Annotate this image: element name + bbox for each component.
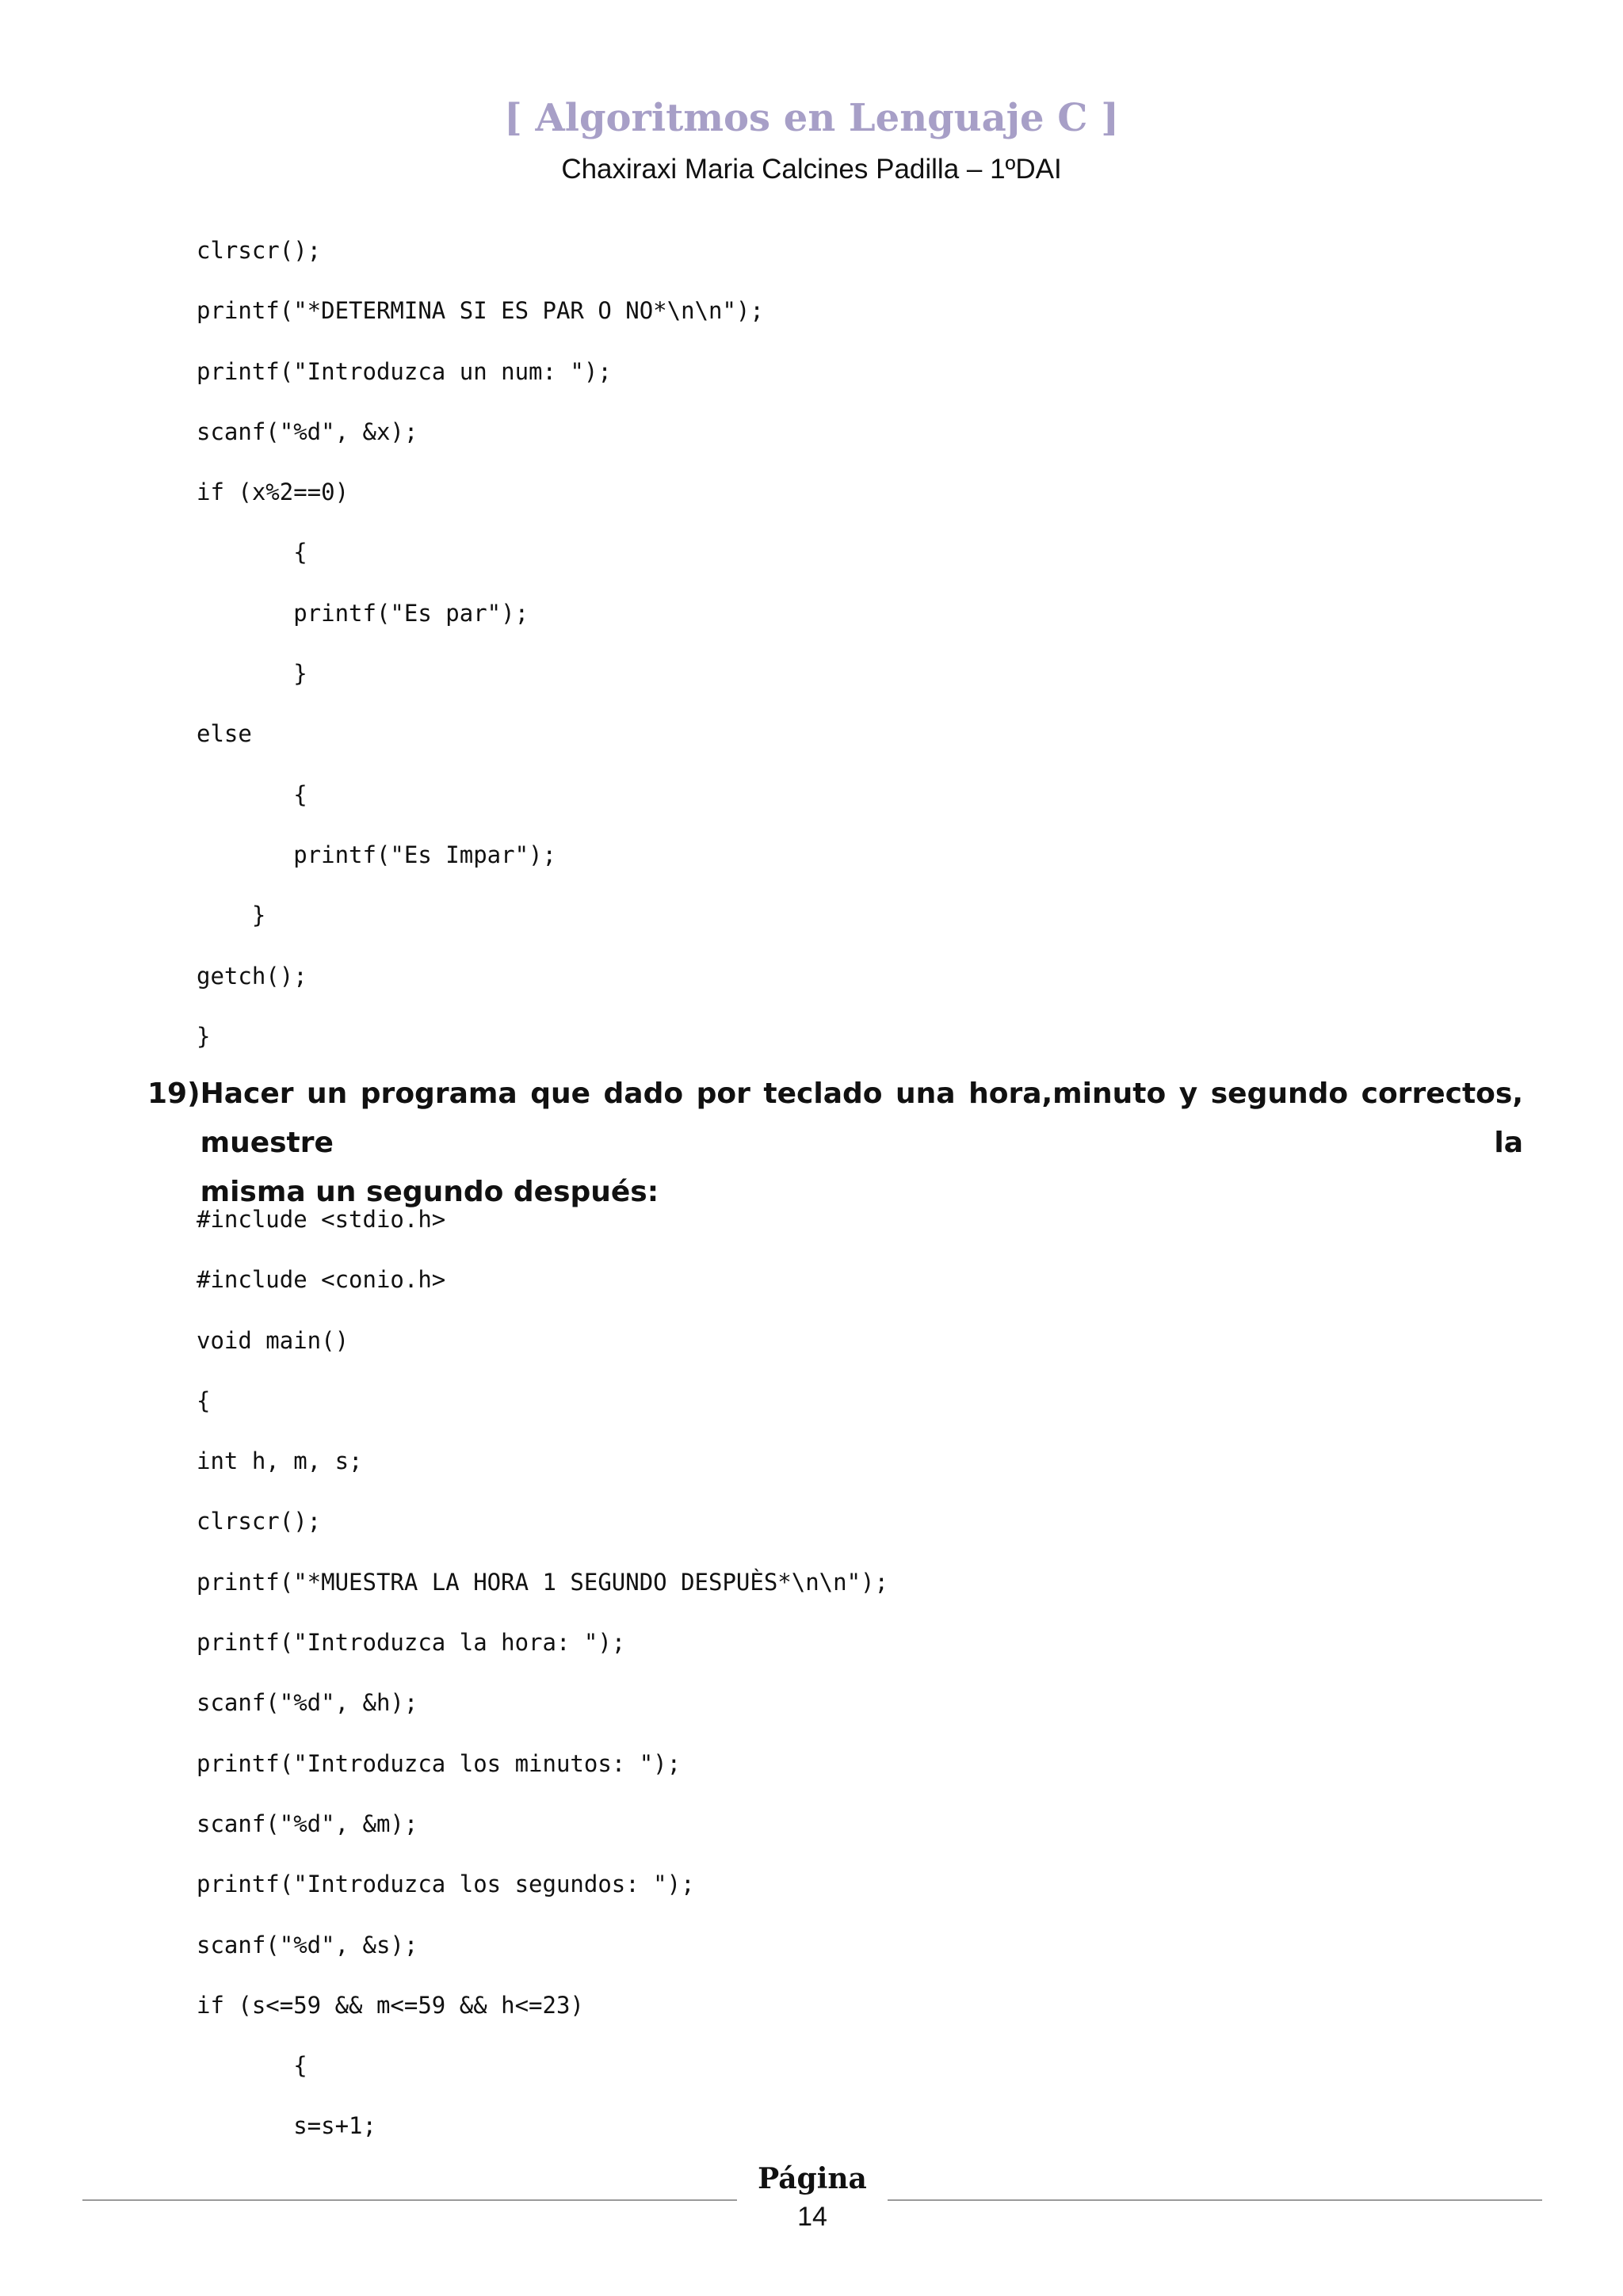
document-title: [ Algoritmos en Lenguaje C ] — [504, 96, 1119, 140]
code-line: printf("Introduzca la hora: "); — [197, 1629, 626, 1657]
code-line: if (x%2==0) — [197, 479, 349, 506]
code-line: printf("Introduzca los minutos: "); — [197, 1749, 682, 1777]
code-line: clrscr(); — [197, 1508, 322, 1535]
page-header — [0, 89, 1623, 193]
code-line: } — [197, 1022, 211, 1050]
code-block-bottom — [197, 1189, 888, 2157]
footer-divider-right — [888, 2199, 1542, 2201]
code-line: #include <conio.h> — [197, 1266, 446, 1294]
page-label: Página — [758, 2162, 867, 2195]
code-line: scanf("%d", &s); — [197, 1931, 418, 1958]
code-block-top — [197, 220, 764, 1066]
page-number: 14 — [797, 2202, 827, 2232]
code-line: { — [197, 539, 307, 566]
code-line: printf("Introduzca un num: "); — [197, 357, 612, 385]
code-line: clrscr(); — [197, 237, 322, 264]
document-author: Chaxiraxi Maria Calcines Padilla – 1ºDAI — [561, 154, 1062, 185]
code-line: scanf("%d", &x); — [197, 418, 418, 445]
page-footer — [82, 2157, 1542, 2233]
code-line: void main() — [197, 1326, 349, 1354]
code-line: { — [197, 780, 307, 808]
code-line: printf("*MUESTRA LA HORA 1 SEGUNDO DESPUÈS*\n\n"); — [197, 1568, 888, 1596]
code-line: printf("*DETERMINA SI ES PAR O NO*\n\n"); — [197, 297, 764, 325]
exercise-statement-line: misma un segundo después: — [200, 1176, 659, 1208]
code-line: getch(); — [197, 962, 307, 990]
code-line: printf("Es Impar"); — [197, 841, 556, 868]
code-line: #include <stdio.h> — [197, 1206, 446, 1233]
code-line: printf("Introduzca los segundos: "); — [197, 1871, 695, 1898]
code-line: scanf("%d", &h); — [197, 1689, 418, 1717]
code-line: else — [197, 720, 252, 748]
code-line: } — [197, 902, 266, 929]
code-line: s=s+1; — [197, 2112, 376, 2140]
exercise-statement-line: Hacer un programa que dado por teclado una hora,minuto y segundo correctos, muestre la — [200, 1077, 1523, 1159]
code-line: printf("Es par"); — [197, 599, 529, 627]
page-number-box — [737, 2157, 888, 2233]
code-line: if (s<=59 && m<=59 && h<=23) — [197, 1991, 584, 2019]
exercise-number: 19) — [147, 1077, 200, 1110]
code-line: int h, m, s; — [197, 1447, 363, 1475]
footer-divider-left — [82, 2199, 737, 2201]
code-line: } — [197, 660, 307, 688]
code-line: { — [197, 1386, 211, 1414]
code-line: scanf("%d", &m); — [197, 1810, 418, 1837]
code-line: { — [197, 2052, 307, 2080]
